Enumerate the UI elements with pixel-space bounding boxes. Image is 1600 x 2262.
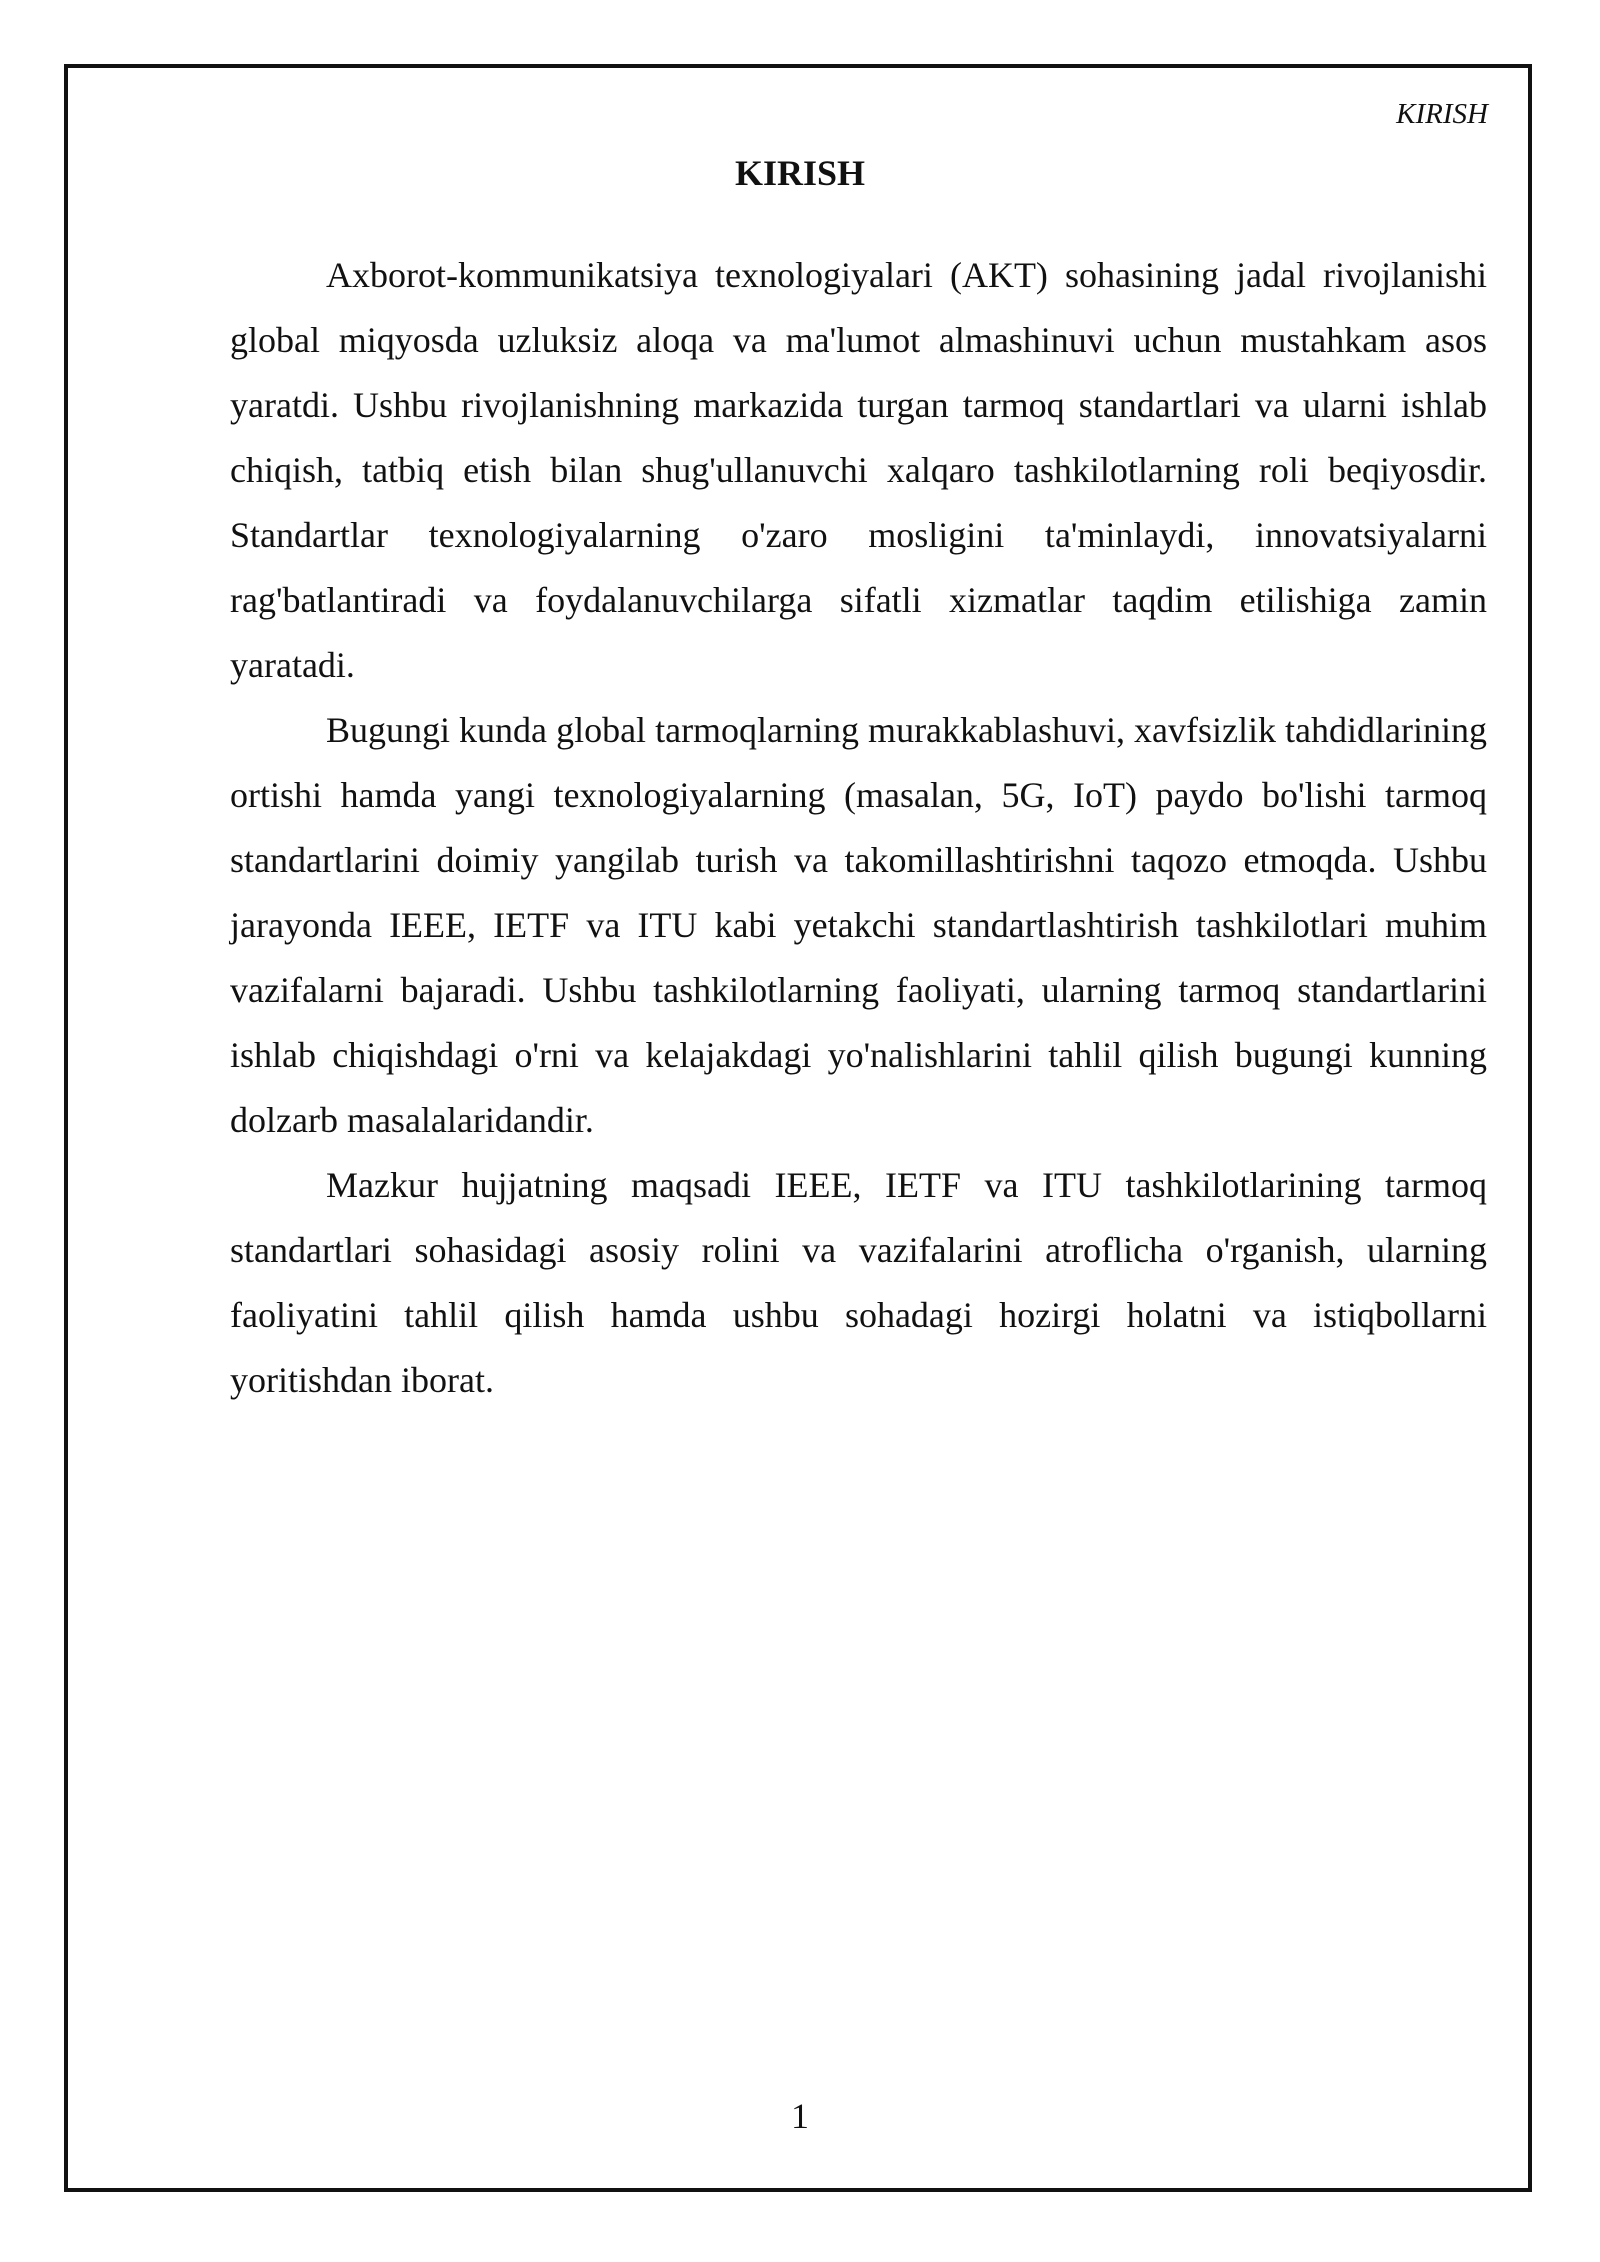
document-body <box>230 243 1487 1413</box>
paragraph-3: Mazkur hujjatning maqsadi IEEE, IETF va ITU tashkilotlarining tarmoq standartlari sohasidagi asosiy rolini va vazifalarini atroflicha o'rganish, ularning faoliyatini tahlil qilish hamda ushbu sohadagi hozirgi holatni va istiqbollarni yoritishdan iborat. <box>230 1165 1487 1400</box>
paragraph-1: Axborot-kommunikatsiya texnologiyalari (AKT) sohasining jadal rivojlanishi global miqyosda uzluksiz aloqa va ma'lumot almashinuvi uchun mustahkam asos yaratdi. Ushbu rivojlanishning markazida turgan tarmoq standartlari va ularni ishlab chiqish, tatbiq etish bilan shug'ullanuvchi xalqaro tashkilotlarning roli beqiyosdir. Standartlar texnologiyalarning o'zaro mosligini ta'minlaydi, innovatsiyalarni rag'batlantiradi va foydalanuvchilarga sifatli xizmatlar taqdim etilishiga zamin yaratadi. <box>230 255 1487 685</box>
running-header: KIRISH <box>1396 98 1488 130</box>
paragraph-2: Bugungi kunda global tarmoqlarning murakkablashuvi, xavfsizlik tahdidlarining ortishi hamda yangi texnologiyalarning (masalan, 5G, IoT) paydo bo'lishi tarmoq standartlarini doimiy yangilab turish va takomillashtirishni taqozo etmoqda. Ushbu jarayonda IEEE, IETF va ITU kabi yetakchi standartlashtirish tashkilotlari muhim vazifalarni bajaradi. Ushbu tashkilotlarning faoliyati, ularning tarmoq standartlarini ishlab chiqishdagi o'rni va kelajakdagi yo'nalishlarini tahlil qilish bugungi kunning dolzarb masalalaridandir. <box>230 710 1487 1140</box>
page-title: KIRISH <box>734 153 866 193</box>
page-number: 1 <box>791 2096 809 2136</box>
